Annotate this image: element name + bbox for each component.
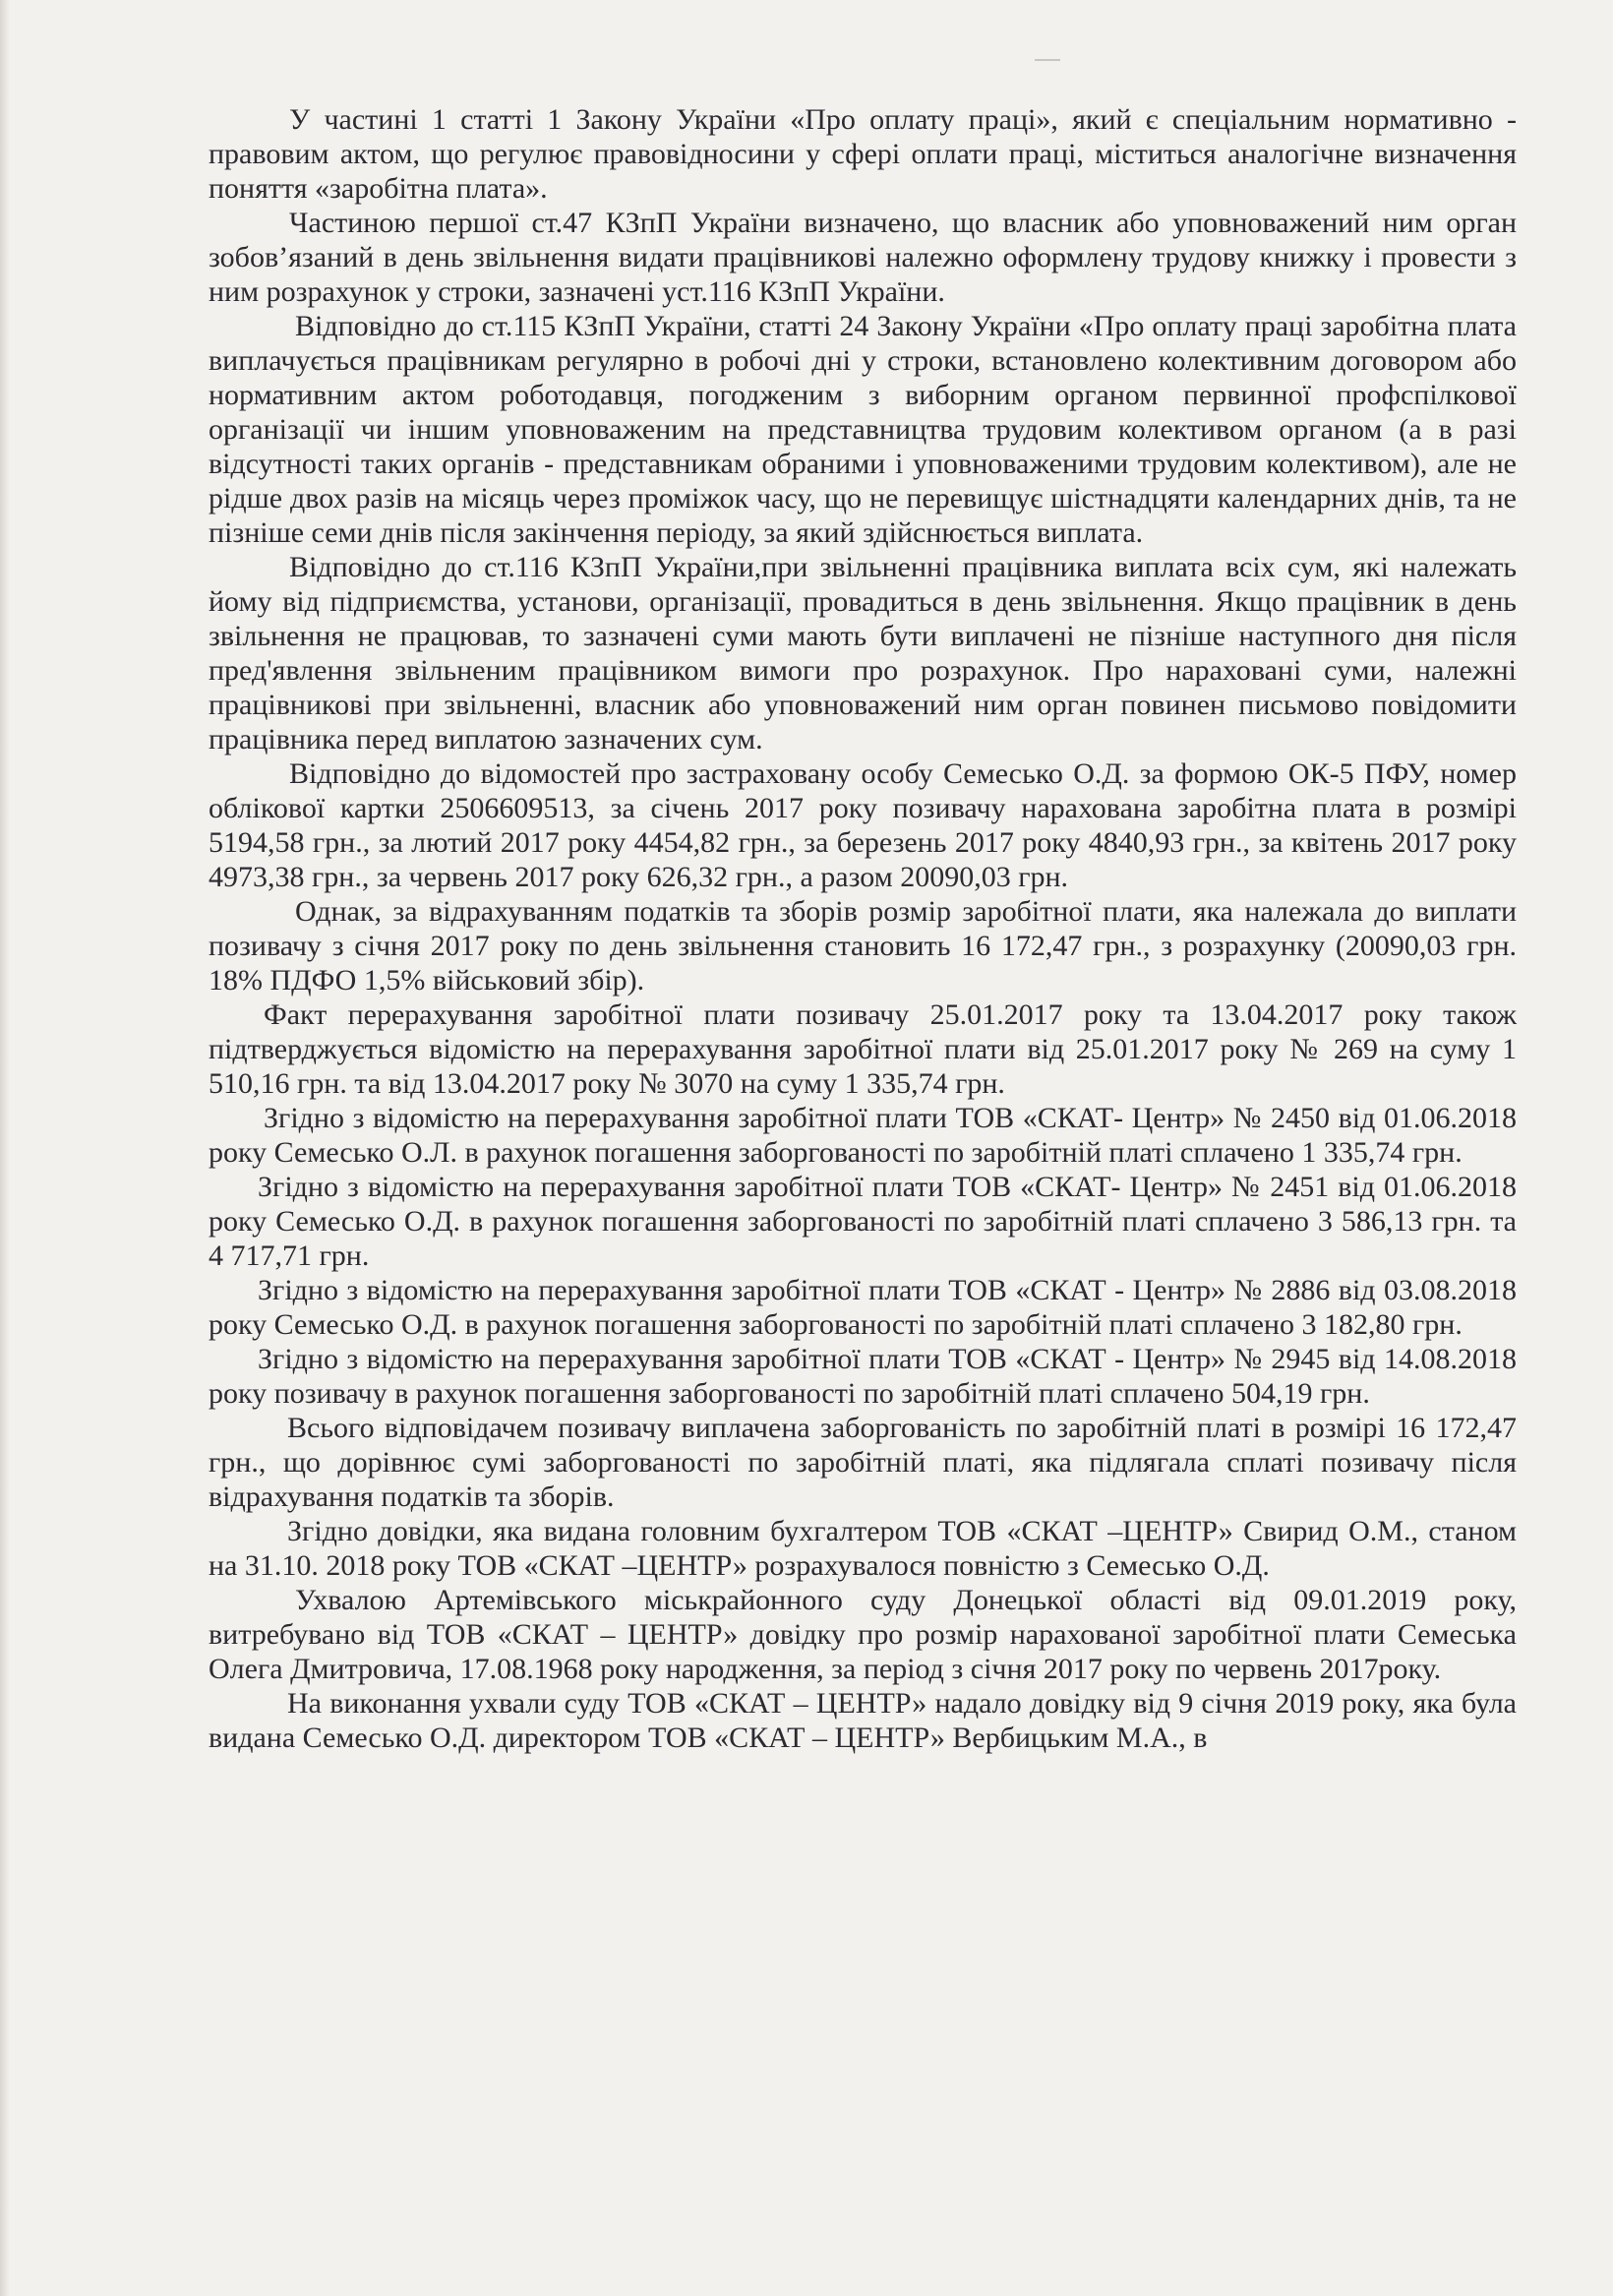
paragraph-8: Згідно з відомістю на перерахування заробітної плати ТОВ «СКАТ- Центр» № 2450 від 01.06.2018 року Семесько О.Л. в рахунок погашення заборгованості по заробітній платі сплачено 1 335,74 грн. [209, 1102, 1517, 1169]
paragraph-7: Факт перерахування заробітної плати позивачу 25.01.2017 року та 13.04.2017 року також підтверджується відомістю на перерахування заробітної плати від 25.01.2017 року № 269 на суму 1 510,16 грн. та від 13.04.2017 року № 3070 на суму 1 335,74 грн. [209, 998, 1517, 1100]
scan-edge-shadow [0, 0, 10, 2296]
paragraph-15: На виконання ухвали суду ТОВ «СКАТ – ЦЕНТР» надало довідку від 9 січня 2019 року, яка була видана Семесько О.Д. директором ТОВ «СКАТ – ЦЕНТР» Вербицьким М.А., в [209, 1687, 1517, 1754]
paragraph-6: Однак, за відрахуванням податків та зборів розмір заробітної плати, яка належала до виплати позивачу з січня 2017 року по день звільнення становить 16 172,47 грн., з розрахунку (20090,03 грн. 18% ПДФО 1,5% військовий збір). [209, 895, 1517, 997]
paragraph-14: Ухвалою Артемівського міськрайонного суду Донецької області від 09.01.2019 року, витребувано від ТОВ «СКАТ – ЦЕНТР» довідку про розмір нарахованої заробітної плати Семеська Олега Дмитровича, 17.08.1968 року народження, за період з січня 2017 року по червень 2017року. [209, 1584, 1517, 1685]
paragraph-9: Згідно з відомістю на перерахування заробітної плати ТОВ «СКАТ- Центр» № 2451 від 01.06.2018 року Семесько О.Д. в рахунок погашення заборгованості по заробітній платі сплачено 3 586,13 грн. та 4 717,71 грн. [209, 1171, 1517, 1272]
paragraph-12: Всього відповідачем позивачу виплачена заборгованість по заробітній платі в розмірі 16 172,47 грн., що дорівнює сумі заборгованості по заробітній платі, яка підлягала сплаті позивачу після відрахування податків та зборів. [209, 1412, 1517, 1513]
paragraph-11: Згідно з відомістю на перерахування заробітної плати ТОВ «СКАТ - Центр» № 2945 від 14.08.2018 року позивачу в рахунок погашення заборгованості по заробітній платі сплачено 504,19 грн. [209, 1343, 1517, 1410]
document-body [209, 102, 1517, 1755]
paragraph-5: Відповідно до відомостей про застраховану особу Семесько О.Д. за формою ОК-5 ПФУ, номер облікової картки 2506609513, за січень 2017 року позивачу нарахована заробітна плата в розмірі 5194,58 грн., за лютий 2017 року 4454,82 грн., за березень 2017 року 4840,93 грн., за квітень 2017 року 4973,38 грн., за червень 2017 року 626,32 грн., а разом 20090,03 грн. [209, 757, 1517, 893]
paragraph-4: Відповідно до ст.116 КЗпП України,при звільненні працівника виплата всіх сум, які належать йому від підприємства, установи, організації, провадиться в день звільнення. Якщо працівник в день звільнення не працював, то зазначені суми мають бути виплачені не пізніше наступного дня після пред'явлення звільненим працівником вимоги про розрахунок. Про нараховані суми, належні працівникові при звільненні, власник або уповноважений ним орган повинен письмово повідомити працівника перед виплатою зазначених сум. [209, 551, 1517, 755]
scan-mark [1035, 59, 1060, 61]
paragraph-1: У частині 1 статті 1 Закону України «Про оплату праці», який є спеціальним нормативно - правовим актом, що регулює правовідносини у сфері оплати праці, міститься аналогічне визначення поняття «заробітна плата». [209, 103, 1517, 205]
paragraph-2: Частиною першої ст.47 КЗпП України визначено, що власник або уповноважений ним орган зобов’язаний в день звільнення видати працівникові належно оформлену трудову книжку і провести з ним розрахунок у строки, зазначені уст.116 КЗпП України. [209, 207, 1517, 308]
paragraph-3: Відповідно до ст.115 КЗпП України, статті 24 Закону України «Про оплату праці заробітна плата виплачується працівникам регулярно в робочі дні у строки, встановлено колективним договором або нормативним актом роботодавця, погодженим з виборним органом первинної профспілкової організації чи іншим уповноваженим на представництва трудовим колективом органом (а в разі відсутності таких органів - представникам обраними і уповноваженими трудовим колективом), але не рідше двох разів на місяць через проміжок часу, що не перевищує шістнадцяти календарних днів, та не пізніше семи днів після закінчення періоду, за який здійснюється виплата. [209, 310, 1517, 549]
paragraph-13: Згідно довідки, яка видана головним бухгалтером ТОВ «СКАТ –ЦЕНТР» Свирид О.М., станом на 31.10. 2018 року ТОВ «СКАТ –ЦЕНТР» розрахувалося повністю з Семесько О.Д. [209, 1515, 1517, 1582]
paragraph-10: Згідно з відомістю на перерахування заробітної плати ТОВ «СКАТ - Центр» № 2886 від 03.08.2018 року Семесько О.Д. в рахунок погашення заборгованості по заробітній платі сплачено 3 182,80 грн. [209, 1274, 1517, 1341]
